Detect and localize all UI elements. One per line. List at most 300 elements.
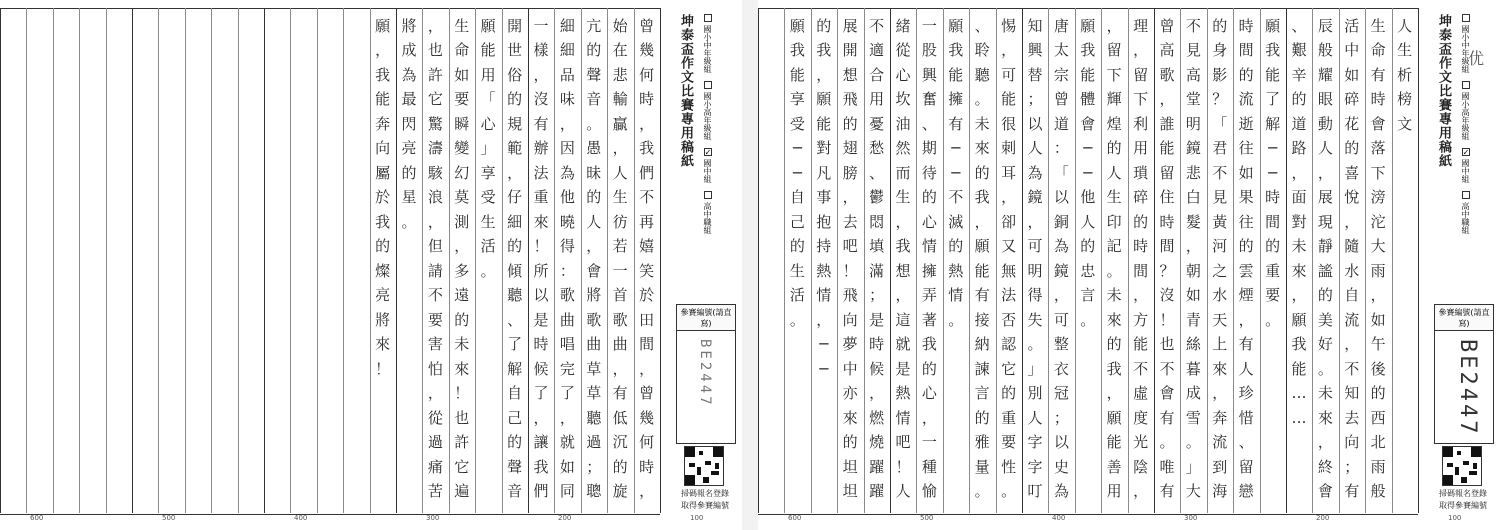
essay-character: 於 xyxy=(375,188,391,207)
essay-character: 的 xyxy=(401,163,417,182)
essay-character: 我 xyxy=(816,41,832,60)
essay-character: 瑣 xyxy=(1133,163,1149,182)
essay-character: ─ xyxy=(1268,163,1278,182)
entry-number-label: 參賽編號(請直寫) xyxy=(676,304,736,331)
essay-character: 這 xyxy=(895,310,911,329)
qr-caption-number: 取得參賽編號 xyxy=(681,501,729,510)
essay-character: 如 xyxy=(559,457,575,476)
essay-column xyxy=(528,14,554,509)
essay-character: 何 xyxy=(639,433,655,452)
essay-column xyxy=(396,14,422,509)
essay-character: 我 xyxy=(1080,41,1096,60)
sidebar xyxy=(670,8,740,513)
essay-character: ！ xyxy=(895,457,911,476)
essay-character: 能 xyxy=(480,41,496,60)
checkbox-checked[interactable]: ✓ xyxy=(1461,147,1471,157)
essay-character: 。 xyxy=(1001,482,1017,501)
option-senior-high[interactable]: 高中職組 xyxy=(702,191,713,234)
essay-character: 靜 xyxy=(1317,237,1333,256)
essay-character: 的 xyxy=(375,237,391,256)
essay-character: 低 xyxy=(612,408,628,427)
essay-character: 重 xyxy=(1001,408,1017,427)
essay-character: ─ xyxy=(1083,139,1093,158)
essay-character: … xyxy=(1291,384,1307,403)
essay-character: ， xyxy=(1133,41,1149,60)
essay-character: 替 xyxy=(1027,65,1043,84)
essay-character: 情 xyxy=(921,237,937,256)
essay-character: 聰 xyxy=(586,482,602,501)
qr-code-icon[interactable] xyxy=(684,446,724,486)
essay-character: 緒 xyxy=(895,16,911,35)
essay-character: 夢 xyxy=(842,335,858,354)
essay-character: 度 xyxy=(1133,408,1149,427)
entry-number: BE2447 xyxy=(1455,339,1480,437)
essay-character: … xyxy=(1291,408,1307,427)
essay-character: 生 xyxy=(1397,41,1413,60)
essay-character: 們 xyxy=(533,482,549,501)
essay-character: 中 xyxy=(1344,41,1360,60)
essay-character: 來 xyxy=(1212,359,1228,378)
essay-character: 唐 xyxy=(1053,16,1069,35)
essay-character: 幾 xyxy=(639,41,655,60)
essay-character: 時 xyxy=(639,457,655,476)
essay-column xyxy=(449,14,475,509)
essay-character: 大 xyxy=(1185,482,1201,501)
essay-character: 興 xyxy=(921,65,937,84)
essay-character: 碎 xyxy=(1133,188,1149,207)
essay-character: 笑 xyxy=(639,261,655,280)
essay-character: 要 xyxy=(1265,286,1281,305)
essay-character: 浪 xyxy=(427,188,443,207)
grid-column-line xyxy=(758,8,759,513)
essay-character: ， xyxy=(612,139,628,158)
sidebar xyxy=(1428,8,1498,513)
essay-character: 的 xyxy=(454,310,470,329)
essay-character: 眼 xyxy=(1317,90,1333,109)
essay-character: ， xyxy=(1344,335,1360,354)
essay-column xyxy=(1048,14,1074,509)
essay-character: 時 xyxy=(1238,16,1254,35)
essay-character: 讓 xyxy=(533,433,549,452)
essay-character: 重 xyxy=(1265,261,1281,280)
essay-character: 許 xyxy=(454,433,470,452)
essay-character: 最 xyxy=(401,90,417,109)
essay-character: 完 xyxy=(559,359,575,378)
essay-character: 道 xyxy=(1053,114,1069,133)
essay-character: 鏡 xyxy=(1053,261,1069,280)
essay-character: 鏡 xyxy=(1185,139,1201,158)
essay-character: ， xyxy=(974,212,990,231)
essay-character: 諫 xyxy=(974,359,990,378)
essay-character: ─ xyxy=(951,139,961,158)
essay-character: 滿 xyxy=(869,261,885,280)
checkbox-checked[interactable]: ✓ xyxy=(703,147,713,157)
essay-character: 我 xyxy=(375,65,391,84)
essay-character: 知 xyxy=(1027,16,1043,35)
essay-character: 「 xyxy=(480,90,496,109)
grader-mark: 优 xyxy=(1468,49,1485,68)
essay-character: 接 xyxy=(974,310,990,329)
essay-character: 的 xyxy=(1133,212,1149,231)
essay-column xyxy=(943,14,969,509)
essay-character: 歌 xyxy=(559,286,575,305)
essay-character: 」 xyxy=(480,139,496,158)
essay-character: 間 xyxy=(1238,41,1254,60)
essay-character: 開 xyxy=(842,41,858,60)
essay-character: 的 xyxy=(842,433,858,452)
essay-character: 願 xyxy=(948,16,964,35)
essay-character: 我 xyxy=(921,335,937,354)
essay-character: 生 xyxy=(1370,16,1386,35)
essay-character: 待 xyxy=(921,163,937,182)
essay-character: 量 xyxy=(974,457,990,476)
essay-character: ─ xyxy=(792,139,802,158)
essay-character: 自 xyxy=(507,384,523,403)
essay-character: 為 xyxy=(401,65,417,84)
essay-character: 會 xyxy=(1080,114,1096,133)
essay-character: 何 xyxy=(639,65,655,84)
essay-character: 品 xyxy=(559,65,575,84)
essay-character: 析 xyxy=(1397,65,1413,84)
essay-character: 燃 xyxy=(869,408,885,427)
essay-character: 飛 xyxy=(842,90,858,109)
checkbox[interactable] xyxy=(704,81,712,89)
essay-character: 的 xyxy=(1238,65,1254,84)
ruler-mark: 300 xyxy=(1184,514,1198,522)
essay-character: 花 xyxy=(1344,114,1360,133)
essay-character: 但 xyxy=(427,237,443,256)
essay-character: 納 xyxy=(974,335,990,354)
essay-character: 曾 xyxy=(1159,16,1175,35)
option-upper-elementary[interactable]: 國小高年級組 xyxy=(1460,81,1471,140)
essay-character: 光 xyxy=(1133,433,1149,452)
essay-character: 若 xyxy=(612,237,628,256)
essay-character: 生 xyxy=(454,16,470,35)
qr-module xyxy=(685,475,695,485)
entry-number-box xyxy=(676,330,736,444)
essay-character: 輝 xyxy=(1106,90,1122,109)
essay-character: 味 xyxy=(559,90,575,109)
essay-character: ， xyxy=(816,65,832,84)
essay-character: 亢 xyxy=(586,16,602,35)
essay-character: 有 xyxy=(1370,65,1386,84)
essay-character: 坎 xyxy=(895,90,911,109)
essay-character: ！ xyxy=(533,237,549,256)
checkbox[interactable] xyxy=(1462,81,1470,89)
essay-character: 凡 xyxy=(816,163,832,182)
essay-character: 暮 xyxy=(1185,359,1201,378)
essay-character: ， xyxy=(507,163,523,182)
essay-character: 驚 xyxy=(427,114,443,133)
essay-character: ， xyxy=(895,286,911,305)
essay-character: 間 xyxy=(1159,237,1175,256)
essay-character: 記 xyxy=(1106,237,1122,256)
essay-character: 為 xyxy=(559,163,575,182)
essay-character: 辰 xyxy=(1317,16,1333,35)
essay-character: 理 xyxy=(1133,16,1149,35)
option-upper-elementary[interactable]: 國小高年級組 xyxy=(702,81,713,140)
essay-character: 能 xyxy=(948,65,964,84)
essay-character: 然 xyxy=(895,139,911,158)
essay-character: 。 xyxy=(974,90,990,109)
option-senior-high[interactable]: 高中職組 xyxy=(1460,191,1471,234)
essay-column xyxy=(811,14,837,509)
essay-character: 惕 xyxy=(1001,16,1017,35)
essay-column xyxy=(422,14,448,509)
essay-character: 愚 xyxy=(586,139,602,158)
essay-character: 史 xyxy=(1053,457,1069,476)
essay-column xyxy=(1339,14,1365,509)
essay-column xyxy=(634,14,660,509)
essay-character: 白 xyxy=(1185,188,1201,207)
essay-character: 好 xyxy=(1317,335,1333,354)
essay-character: 很 xyxy=(1001,114,1017,133)
essay-character: 燒 xyxy=(869,433,885,452)
essay-column xyxy=(996,14,1022,509)
essay-character: 躍 xyxy=(869,457,885,476)
form-title: 坤泰盃作文比賽專用稿紙 xyxy=(1436,14,1451,168)
essay-character: 同 xyxy=(559,482,575,501)
essay-character: 失 xyxy=(1027,310,1043,329)
essay-character: 冠 xyxy=(1053,384,1069,403)
essay-character: ？ xyxy=(1159,261,1175,280)
essay-character: 鏡 xyxy=(1027,188,1043,207)
essay-character: 著 xyxy=(921,310,937,329)
essay-character: 滂 xyxy=(1370,188,1386,207)
essay-character: 人 xyxy=(1317,139,1333,158)
essay-character: 有 xyxy=(1159,408,1175,427)
essay-character: 辦 xyxy=(533,139,549,158)
essay-character: 所 xyxy=(533,261,549,280)
essay-character: 會 xyxy=(1370,114,1386,133)
essay-character: 就 xyxy=(895,335,911,354)
essay-character: 願 xyxy=(1106,408,1122,427)
essay-character: 能 xyxy=(974,261,990,280)
essay-column xyxy=(1260,14,1286,509)
option-junior-high[interactable]: ✓ 國中組 xyxy=(703,147,713,183)
essay-character: 般 xyxy=(1370,482,1386,501)
essay-sheet-page-2 xyxy=(0,0,742,530)
essay-character: ， xyxy=(1001,188,1017,207)
essay-character: 時 xyxy=(1133,237,1149,256)
essay-character: 我 xyxy=(375,212,391,231)
essay-character: 擁 xyxy=(948,90,964,109)
essay-character: 有 xyxy=(1344,482,1360,501)
essay-character: 高 xyxy=(1159,41,1175,60)
essay-character: 愁 xyxy=(869,139,885,158)
essay-character: 一 xyxy=(921,433,937,452)
essay-character: 衣 xyxy=(1053,359,1069,378)
essay-character: 贏 xyxy=(612,114,628,133)
essay-character: 候 xyxy=(869,359,885,378)
essay-character: 體 xyxy=(1080,90,1096,109)
essay-character: ？ xyxy=(1212,90,1228,109)
essay-character: 忠 xyxy=(1080,261,1096,280)
essay-character: 熱 xyxy=(895,384,911,403)
essay-character: 用 xyxy=(1133,139,1149,158)
essay-character: 多 xyxy=(454,261,470,280)
essay-character: 滅 xyxy=(948,212,964,231)
essay-character: 如 xyxy=(1370,310,1386,329)
essay-character: 未 xyxy=(454,335,470,354)
essay-character: 來 xyxy=(1317,408,1333,427)
qr-code-icon[interactable] xyxy=(1442,446,1482,486)
checkbox[interactable] xyxy=(704,191,712,199)
essay-character: 音 xyxy=(586,90,602,109)
essay-character: 的 xyxy=(507,237,523,256)
essay-character: 耳 xyxy=(1001,163,1017,182)
essay-character: 成 xyxy=(401,41,417,60)
essay-character: 言 xyxy=(1080,286,1096,305)
essay-character: 往 xyxy=(1238,212,1254,231)
essay-character: 午 xyxy=(1370,335,1386,354)
essay-character: 法 xyxy=(533,163,549,182)
essay-character: 會 xyxy=(1159,384,1175,403)
essay-character: 。 xyxy=(480,261,496,280)
essay-character: 人 xyxy=(1027,408,1043,427)
essay-character: 將 xyxy=(401,16,417,35)
essay-character: 惜 xyxy=(1238,408,1254,427)
essay-character: 擁 xyxy=(921,261,937,280)
essay-character: 曲 xyxy=(586,335,602,354)
checkbox[interactable] xyxy=(1462,191,1470,199)
essay-character: 的 xyxy=(921,188,937,207)
essay-column xyxy=(969,14,995,509)
essay-character: 、 xyxy=(921,114,937,133)
essay-character: 將 xyxy=(586,286,602,305)
essay-character: ─ xyxy=(792,163,802,182)
essay-character: 受 xyxy=(789,114,805,133)
essay-character: 的 xyxy=(507,433,523,452)
essay-character: ， xyxy=(1159,90,1175,109)
essay-character: 願 xyxy=(816,90,832,109)
essay-character: 身 xyxy=(1212,41,1228,60)
qr-module xyxy=(1463,461,1469,465)
essay-character: 青 xyxy=(1185,310,1201,329)
essay-character: 落 xyxy=(1370,139,1386,158)
option-lower-elementary[interactable]: 國小中年級組 xyxy=(1460,14,1471,73)
essay-character: 合 xyxy=(869,65,885,84)
essay-character: 遍 xyxy=(454,482,470,501)
ruler-mark: 400 xyxy=(1052,514,1066,522)
ruler-mark: 600 xyxy=(788,514,802,522)
essay-character: 流 xyxy=(1344,310,1360,329)
essay-character: 彷 xyxy=(612,212,628,231)
essay-character: 而 xyxy=(895,163,911,182)
entry-number-box xyxy=(1434,330,1494,444)
essay-character: 沒 xyxy=(1159,286,1175,305)
essay-character: 從 xyxy=(427,408,443,427)
essay-character: 住 xyxy=(1159,188,1175,207)
essay-character: 未 xyxy=(1106,286,1122,305)
essay-character: ， xyxy=(1185,237,1201,256)
essay-character: ， xyxy=(427,16,443,35)
essay-character: 珍 xyxy=(1238,384,1254,403)
essay-character: 弄 xyxy=(921,286,937,305)
essay-character: 願 xyxy=(1291,310,1307,329)
essay-character: 對 xyxy=(816,139,832,158)
essay-character: 影 xyxy=(1212,65,1228,84)
essay-character: ， xyxy=(1133,286,1149,305)
essay-character: 去 xyxy=(842,212,858,231)
checkbox[interactable] xyxy=(704,14,712,22)
essay-character: 屬 xyxy=(375,163,391,182)
essay-character: 要 xyxy=(427,310,443,329)
essay-column xyxy=(1286,14,1312,509)
essay-character: 之 xyxy=(1212,261,1228,280)
essay-character: ， xyxy=(1133,482,1149,501)
qr-module xyxy=(1447,463,1453,467)
essay-character: 展 xyxy=(842,16,858,35)
option-junior-high[interactable]: ✓ 國中組 xyxy=(1461,147,1471,183)
essay-character: 心 xyxy=(921,212,937,231)
qr-caption-register: 掃碼報名登錄 xyxy=(681,489,729,498)
essay-character: 願 xyxy=(375,16,391,35)
essay-character: 的 xyxy=(789,237,805,256)
essay-character: 流 xyxy=(1238,90,1254,109)
essay-character: 的 xyxy=(586,188,602,207)
essay-character: 有 xyxy=(533,114,549,133)
essay-character: 幻 xyxy=(454,163,470,182)
essay-character: ─ xyxy=(1268,139,1278,158)
essay-character: 時 xyxy=(1159,212,1175,231)
essay-character: ， xyxy=(533,408,549,427)
qr-module xyxy=(711,471,719,475)
essay-character: 沉 xyxy=(612,433,628,452)
essay-character: 來 xyxy=(375,335,391,354)
essay-column xyxy=(607,14,633,509)
essay-character: 瞬 xyxy=(454,114,470,133)
essay-character: 堂 xyxy=(1185,90,1201,109)
essay-character: 果 xyxy=(1238,188,1254,207)
essay-character: 細 xyxy=(559,41,575,60)
essay-character: ， xyxy=(559,114,575,133)
essay-character: 己 xyxy=(507,408,523,427)
essay-character: 如 xyxy=(454,65,470,84)
essay-character: 用 xyxy=(480,65,496,84)
essay-character: 有 xyxy=(1238,335,1254,354)
essay-character: 痛 xyxy=(427,457,443,476)
essay-character: 憂 xyxy=(869,114,885,133)
checkbox[interactable] xyxy=(1462,14,1470,22)
essay-character: 熱 xyxy=(948,261,964,280)
option-lower-elementary[interactable]: 國小中年級組 xyxy=(702,14,713,73)
essay-character: 的 xyxy=(1291,90,1307,109)
essay-character: 的 xyxy=(974,408,990,427)
essay-character: 為 xyxy=(1027,163,1043,182)
essay-character: 否 xyxy=(1001,310,1017,329)
essay-character: 熱 xyxy=(816,261,832,280)
essay-character: ─ xyxy=(819,335,829,354)
qr-module xyxy=(697,467,701,475)
essay-character: 生 xyxy=(895,188,911,207)
grid-column-line xyxy=(53,8,54,513)
qr-module xyxy=(1471,447,1481,457)
essay-character: 路 xyxy=(1291,139,1307,158)
essay-character: 聽 xyxy=(507,286,523,305)
essay-character: 如 xyxy=(1238,163,1254,182)
essay-character: 成 xyxy=(1185,384,1201,403)
essay-character: 大 xyxy=(1370,237,1386,256)
essay-character: 天 xyxy=(1212,310,1228,329)
essay-character: 得 xyxy=(1027,286,1043,305)
essay-character: 的 xyxy=(816,16,832,35)
essay-character: 可 xyxy=(1001,65,1017,84)
grid-column-line xyxy=(660,8,661,513)
essay-character: 流 xyxy=(1212,433,1228,452)
essay-character: 來 xyxy=(1291,261,1307,280)
essay-character: 了 xyxy=(533,384,549,403)
